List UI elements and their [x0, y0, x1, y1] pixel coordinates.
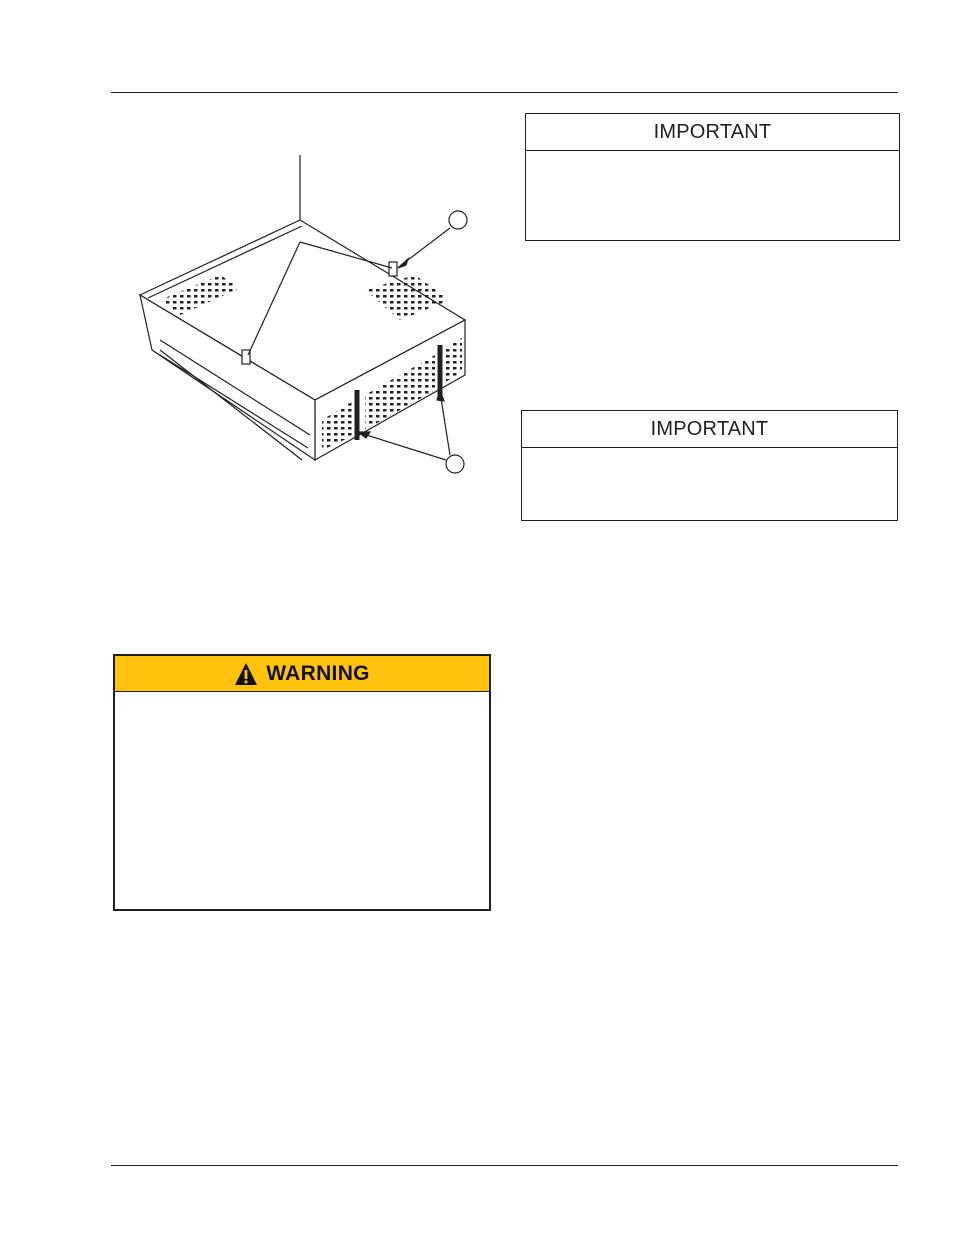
header-rule [111, 92, 898, 93]
important-notice-2 [521, 410, 898, 521]
warning-notice [113, 654, 491, 911]
important-notice-1 [525, 113, 900, 241]
important-title: IMPORTANT [522, 411, 897, 448]
callout-circle-2 [446, 455, 464, 473]
warning-triangle-icon [234, 662, 258, 686]
important-title: IMPORTANT [526, 114, 899, 151]
warning-header [115, 656, 489, 692]
warning-title: WARNING [266, 661, 370, 685]
cabinet-illustration [130, 150, 480, 480]
footer-rule [111, 1165, 898, 1166]
callout-circle-1 [449, 211, 467, 229]
